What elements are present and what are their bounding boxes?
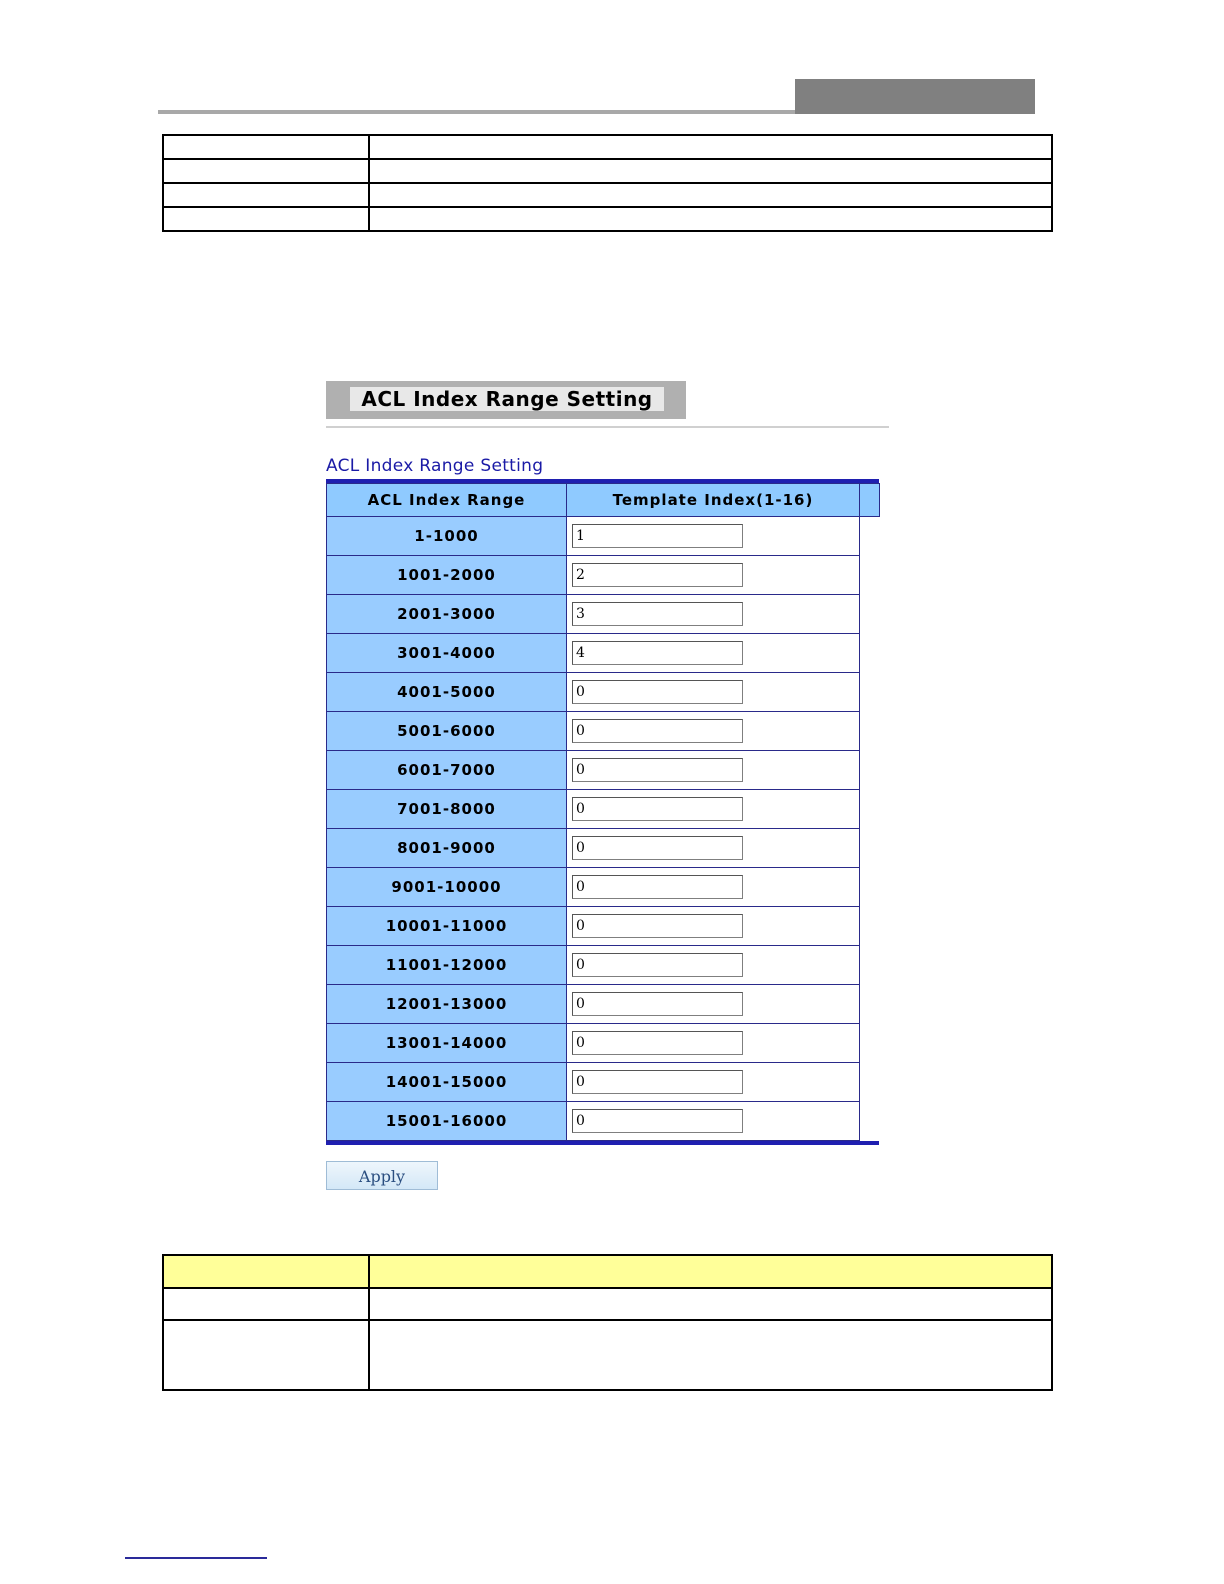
- template-index-input[interactable]: [572, 641, 743, 665]
- acl-range-row: [327, 868, 880, 907]
- table-bottom-bar: [326, 1141, 879, 1145]
- acl-range-table: [326, 483, 880, 1141]
- acl-range-row: [327, 595, 880, 634]
- bottom-description-table: [162, 1254, 1053, 1391]
- acl-range-label: 3001-4000: [327, 634, 567, 673]
- acl-range-row: [327, 517, 880, 556]
- acl-range-label: 12001-13000: [327, 985, 567, 1024]
- acl-range-label: 8001-9000: [327, 829, 567, 868]
- acl-range-row: [327, 712, 880, 751]
- header-row: [327, 484, 880, 517]
- acl-range-row: [327, 946, 880, 985]
- acl-range-table-wrap: [326, 479, 879, 1145]
- acl-range-label: 15001-16000: [327, 1102, 567, 1141]
- acl-range-label: 5001-6000: [327, 712, 567, 751]
- template-index-input[interactable]: [572, 524, 743, 548]
- top-description-table: [162, 134, 1053, 232]
- acl-range-row: [327, 1024, 880, 1063]
- section-heading: ACL Index Range Setting: [326, 456, 544, 476]
- template-index-input[interactable]: [572, 953, 743, 977]
- table-row: [163, 1320, 1052, 1390]
- acl-range-label: 1001-2000: [327, 556, 567, 595]
- col-header-range: ACL Index Range: [327, 484, 567, 517]
- acl-range-label: 2001-3000: [327, 595, 567, 634]
- table-row: [163, 135, 1052, 159]
- acl-range-label: 11001-12000: [327, 946, 567, 985]
- acl-range-label: 13001-14000: [327, 1024, 567, 1063]
- template-index-input[interactable]: [572, 680, 743, 704]
- template-index-input[interactable]: [572, 602, 743, 626]
- table-row: [163, 183, 1052, 207]
- table-header-row: [163, 1255, 1052, 1288]
- page-header-rule: [158, 110, 796, 114]
- template-index-input[interactable]: [572, 719, 743, 743]
- template-index-input[interactable]: [572, 797, 743, 821]
- template-index-input[interactable]: [572, 563, 743, 587]
- acl-range-label: 10001-11000: [327, 907, 567, 946]
- acl-range-row: [327, 1102, 880, 1141]
- panel-title-box: [326, 381, 686, 419]
- acl-range-label: 4001-5000: [327, 673, 567, 712]
- col-header-template: Template Index(1-16): [567, 484, 860, 517]
- template-index-input[interactable]: [572, 992, 743, 1016]
- acl-range-label: 14001-15000: [327, 1063, 567, 1102]
- template-index-input[interactable]: [572, 1031, 743, 1055]
- page-header-block: [795, 79, 1035, 114]
- table-row: [163, 159, 1052, 183]
- template-index-input[interactable]: [572, 875, 743, 899]
- acl-range-label: 7001-8000: [327, 790, 567, 829]
- acl-range-label: 1-1000: [327, 517, 567, 556]
- acl-range-label: 6001-7000: [327, 751, 567, 790]
- acl-range-label: 9001-10000: [327, 868, 567, 907]
- table-row: [163, 1288, 1052, 1320]
- acl-range-row: [327, 1063, 880, 1102]
- template-index-input[interactable]: [572, 836, 743, 860]
- template-index-input[interactable]: [572, 758, 743, 782]
- table-row: [163, 207, 1052, 231]
- acl-range-row: [327, 634, 880, 673]
- template-index-input[interactable]: [572, 1109, 743, 1133]
- acl-range-row: [327, 985, 880, 1024]
- panel-title: ACL Index Range Setting: [350, 387, 664, 411]
- apply-button[interactable]: Apply: [326, 1161, 438, 1190]
- acl-range-row: [327, 829, 880, 868]
- col-header-spacer: [860, 484, 880, 517]
- acl-range-row: [327, 673, 880, 712]
- template-index-input[interactable]: [572, 914, 743, 938]
- title-divider: [326, 426, 889, 428]
- acl-range-row: [327, 751, 880, 790]
- acl-range-row: [327, 790, 880, 829]
- footer-link-underline: [125, 1557, 267, 1559]
- acl-range-row: [327, 907, 880, 946]
- acl-range-row: [327, 556, 880, 595]
- template-index-input[interactable]: [572, 1070, 743, 1094]
